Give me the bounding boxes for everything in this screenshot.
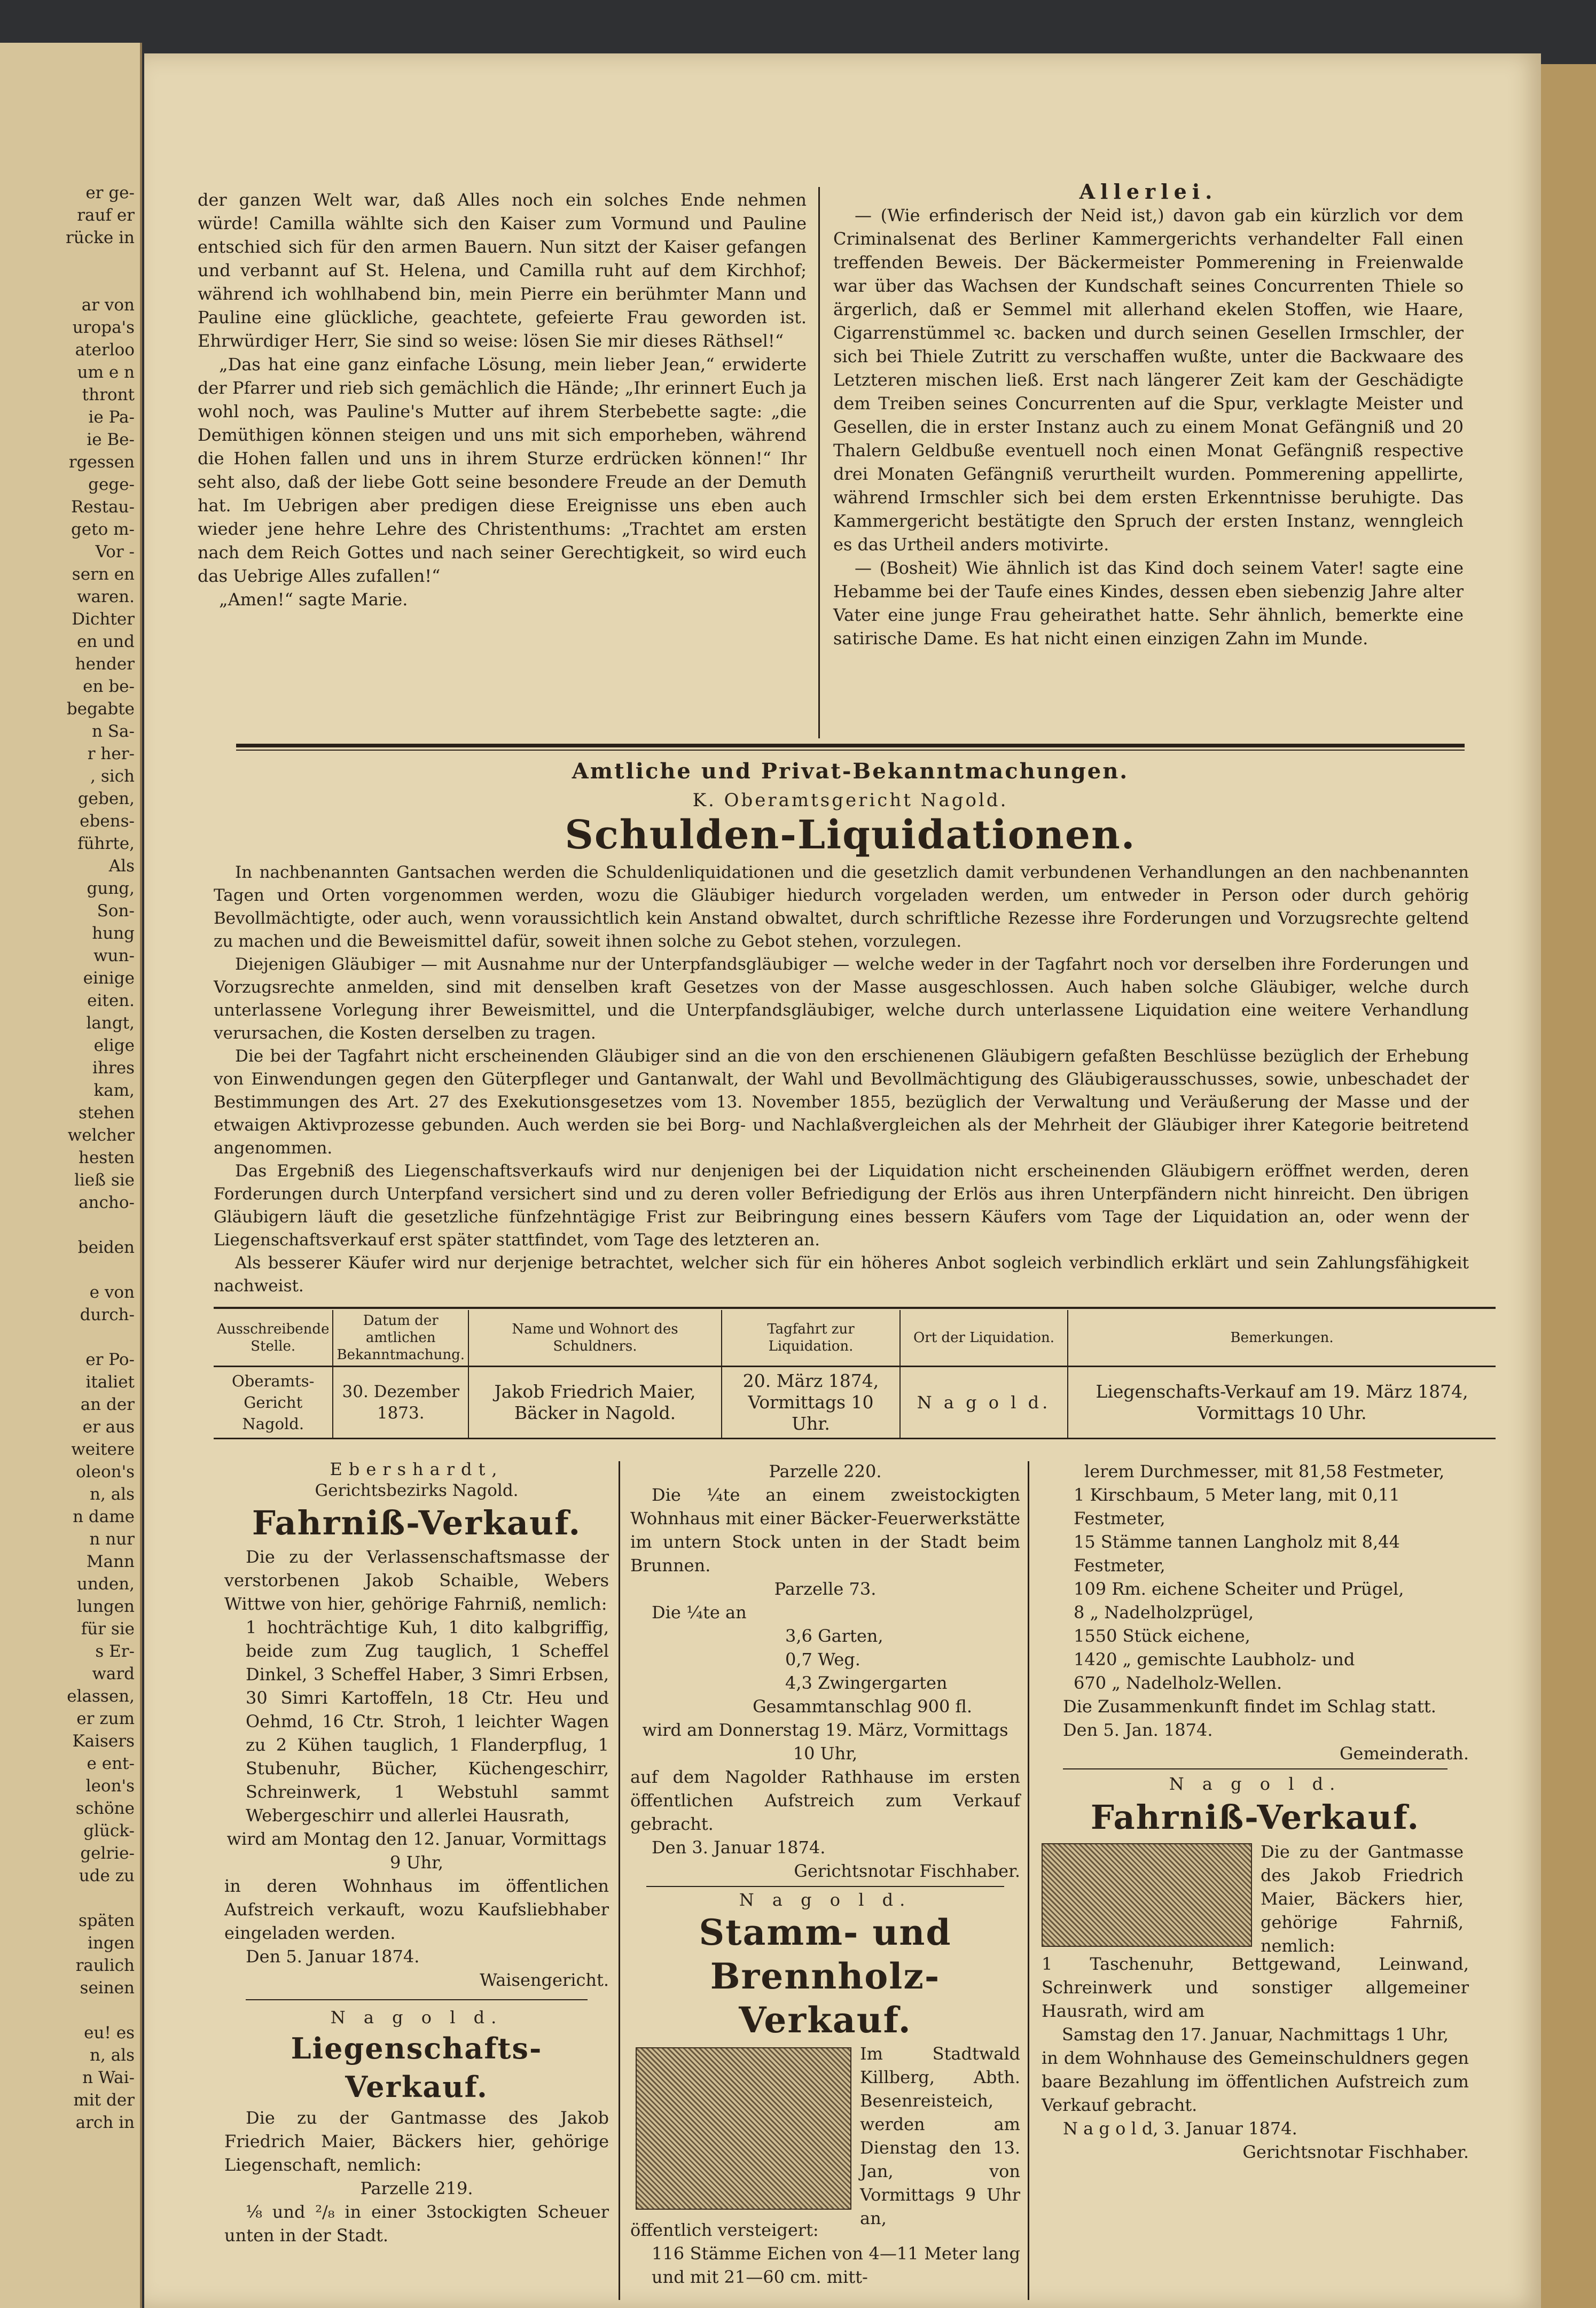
left-page-fragment-line: er aus	[82, 1417, 135, 1437]
left-page-fragment-line: langt,	[86, 1013, 135, 1033]
left-page	[0, 43, 142, 2308]
notice-date: Den 5. Jan. 1874.	[1063, 1720, 1213, 1740]
notice-intro: Die zu der Gantmasse des Jakob Friedrich Maier, Bäckers hier, gehörige Fahrniß, nemlich:	[1261, 1842, 1464, 1956]
wood-item: 8 „ Nadelholzprügel,	[1074, 1602, 1254, 1623]
left-page-fragment-line: en und	[77, 632, 135, 651]
left-page-fragment-line: er zum	[76, 1709, 135, 1728]
left-page-fragment-line: e von	[89, 1283, 135, 1302]
left-page-fragment-line: eiten.	[87, 991, 135, 1010]
left-page-fragment-line: n nur	[89, 1530, 135, 1549]
wood-item: 15 Stämme tannen Langholz mit 8,44 Festmeter,	[1074, 1532, 1400, 1576]
left-page-fragment-line: thront	[82, 385, 135, 404]
notice-column-2	[630, 1460, 1020, 2289]
left-page-fragment-line: seinen	[80, 1978, 135, 1998]
left-page-fragment-line: n dame	[73, 1507, 135, 1526]
notice-signature: Gemeinderath.	[1339, 1743, 1469, 1764]
section-title: Amtliche und Privat-Bekanntmachungen.	[572, 759, 1129, 784]
allerlei-title: Allerlei.	[1079, 180, 1218, 204]
left-page-fragment-line: Als	[108, 856, 135, 876]
place-name: Ebershardt,	[330, 1459, 504, 1479]
notice-title: Liegenschafts-Verkauf.	[291, 2031, 543, 2104]
left-page-fragment-line: ebens-	[80, 812, 135, 831]
notice-meeting: Die Zusammenkunft findet im Schlag statt.	[1063, 1696, 1436, 1717]
left-page-fragment-line: en be-	[83, 677, 135, 696]
notice-signature: Gerichtsnotar Fischhaber.	[1242, 2142, 1469, 2162]
left-page-fragment-line	[6, 249, 135, 271]
liquidation-title: Schulden-Liquidationen.	[565, 812, 1136, 858]
column-divider	[818, 187, 820, 738]
liquidation-paragraph: Die bei der Tagfahrt nicht erscheinenden Gläubiger sind an die von den erschienenen Gläubigern gefaßten Beschlüsse bezüglich der Erhebung von Einwendungen gegen den Güterpfleger und Gantanwalt, der Wahl und Bevollmächtigung des Gläubigerausschusses, sowie, unbeschadet der Bestimmungen des Art. 27 des Exekutionsgesetzes vom 13. November 1855, bezüglich der Verwaltung und Veräußerung der Masse und der etwaigen Aktivprozesse gebunden. Auch werden sie bei Borg- und Nachlaßvergleichen als der Mehrheit der Gläubiger ihrer Kategorie beitretend angenommen.	[214, 1047, 1469, 1158]
story-column	[198, 188, 807, 611]
left-page-fragment-line: Kaisers	[72, 1732, 135, 1751]
table-top-rule	[214, 1307, 1496, 1309]
left-page-fragment-line: ancho-	[79, 1193, 135, 1212]
left-page-fragment-line: Vor -	[95, 542, 135, 562]
notice-where: in deren Wohnhaus im öffentlichen Aufstreich verkauft, wozu Kaufsliebhaber eingeladen werden.	[224, 1876, 609, 1943]
notice-items: 116 Stämme Eichen von 4—11 Meter lang und mit 21—60 cm. mitt-	[652, 2243, 1020, 2287]
table-header-row	[214, 1310, 1496, 1367]
parcel-label: Parzelle 73.	[774, 1579, 877, 1599]
left-page-fragment-line: s Er-	[95, 1642, 135, 1661]
wood-item: 1550 Stück eichene,	[1074, 1626, 1250, 1646]
place-name: N a g o l d.	[330, 2007, 503, 2028]
left-page-fragment-line: begabte	[66, 699, 135, 719]
left-page-fragment-line: oleon's	[76, 1462, 135, 1482]
left-page-fragment-line: n, als	[90, 2046, 135, 2065]
notice-title: Fahrniß-Verkauf.	[1090, 1798, 1420, 1837]
parcel-label: Parzelle 219.	[360, 2178, 473, 2198]
left-page-fragment-line: gelrie-	[80, 1844, 135, 1863]
left-page-fragment-line	[6, 1999, 135, 2022]
left-page-fragment-line: geto m-	[71, 520, 135, 539]
left-page-fragment-line: kam,	[93, 1081, 135, 1100]
table-cell: N a g o l d.	[900, 1367, 1068, 1439]
parcel-item: 4,3 Zwingergarten	[785, 1673, 948, 1693]
parcel-label: Parzelle 220.	[769, 1461, 882, 1482]
notice-continuation: lerem Durchmesser, mit 81,58 Festmeter,	[1084, 1461, 1445, 1482]
woodcut-block	[1042, 1840, 1469, 1956]
wood-item: 1 Kirschbaum, 5 Meter lang, mit 0,11 Festmeter,	[1074, 1485, 1400, 1529]
notice-divider	[646, 1883, 1004, 1887]
parcel-text: Die ¼te an einem zweistockigten Wohnhaus mit einer Bäcker-Feuerwerkstätte im untern Stock unten in der Stadt beim Brunnen.	[630, 1485, 1020, 1576]
allerlei-paragraph: — (Wie erfinderisch der Neid ist,) davon gab ein kürzlich vor dem Criminalsenat des Berliner Kammergerichts verhandelter Fall einen treffenden Beweis. Der Bäckermeister Pommerening in Freienwalde war über das Wachsen der Kundschaft seines Concurrenten Thiele so ärgerlich, daß er Semmel mit allerhand ekelen Stoffen, wie Haare, Cigarrenstümmel ꝛc. backen und durch seinen Gesellen Irmschler, der sich bei Thiele Zutritt zu verschaffen wußte, unter die Backwaare des Letzteren mischen ließ. Erst nach längerer Zeit kam der Geschädigte dem Treiben seines Concurrenten auf die Spur, verklagte Meister und Gesellen, die in erster Instanz auch zu einem Monat Gefängniß und 20 Thalern Geldbuße eventuell noch einen Monat Gefängniß respective drei Monaten Gefängniß verurtheilt wurden. Pommerening appellirte, während Irmschler sich bei dem ersten Erkenntnisse beruhigte. Das Kammergericht bestätigte den Spruch der ersten Instanz, wenngleich es das Urtheil anders motivirte.	[833, 205, 1464, 555]
notice-intro: Die zu der Gantmasse des Jakob Friedrich Maier, Bäckers hier, gehörige Liegenschaft, nemlich:	[224, 2108, 609, 2175]
left-page-fragment-line	[6, 1887, 135, 1909]
liquidation-paragraph: In nachbenannten Gantsachen werden die Schuldenliquidationen und die gesetzlich damit verbundenen Verhandlungen an den nachbenannten Tagen und Orten vorgenommen werden, wozu die Gläubiger hiedurch vorgeladen werden, um entweder in Person oder durch gehörig Bevollmächtigte, oder auch, wenn voraussichtlich kein Anstand obwaltet, durch schriftliche Rezesse ihre Forderungen und Vorzugsrechte geltend zu machen und die Beweismittel dafür, soweit ihnen solche zu Gebot stehen, vorzulegen.	[214, 863, 1469, 951]
notice-when: wird am Donnerstag 19. März, Vormittags 10 Uhr,	[642, 1720, 1008, 1764]
left-page-fragment-line: elassen,	[67, 1687, 135, 1706]
woodcut-block	[630, 2042, 1020, 2228]
liquidation-text	[214, 861, 1469, 1298]
page-edge	[1541, 64, 1596, 2308]
table-header: Datum der amtlichen Bekanntmachung.	[333, 1310, 468, 1367]
left-page-fragment-line: eu! es	[84, 2023, 135, 2042]
notice-items: 1 hochträchtige Kuh, 1 dito kalbgriffig, beide zum Zug tauglich, 1 Scheffel Dinkel, 3 Scheffel Haber, 3 Simri Erbsen, 30 Simri Kartoffeln, 18 Ctr. Heu und Oehmd, 16 Ctr. Stroh, 1 leichter Wagen zu 2 Kühen tauglich, 1 Flanderpflug, 1 Stubenuhr, Bücher, Küchengeschirr, Schreinwerk, 1 Webstuhl sammt Webergeschirr und allerlei Hausrath,	[246, 1617, 609, 1826]
left-page-fragment-line	[6, 1326, 135, 1348]
left-page-fragment-line: um e n	[77, 363, 135, 382]
wood-item: 1420 „ gemischte Laubholz- und	[1074, 1649, 1355, 1670]
left-page-fragment-line: schöne	[75, 1799, 135, 1818]
left-page-fragment-line: späten	[78, 1911, 135, 1930]
left-page-fragment-line: ingen	[87, 1933, 135, 1953]
left-page-fragment-line: hender	[75, 654, 135, 674]
table-cell: Oberamts-Gericht Nagold.	[231, 1372, 315, 1433]
table-header: Bemerkungen.	[1068, 1310, 1496, 1367]
notice-column-3	[1042, 1460, 1469, 2164]
left-page-fragment-line	[6, 1259, 135, 1281]
left-page-fragment-line: Restau-	[71, 497, 135, 517]
table-header: Ort der Liquidation.	[900, 1310, 1068, 1367]
notice-divider	[1063, 1765, 1448, 1769]
left-page-fragment-line: Mann	[86, 1552, 135, 1571]
left-page-fragment-line: ie Be-	[87, 430, 135, 449]
story-paragraph: der ganzen Welt war, daß Alles noch ein solches Ende nehmen würde! Camilla wählte sich den Kaiser zum Vormund und Pauline entschied sich für den armen Bauern. Nun sitzt der Kaiser gefangen und verbannt auf St. Helena, und Camilla ruht auf dem Kirchhof; während ich wohlhabend bin, mein Pierre ein berühmter Mann und Pauline eine glückliche, geachtete, gefeierte Frau geworden ist. Ehrwürdiger Herr, Sie sind so weise: lösen Sie mir dieses Räthsel!“	[198, 190, 807, 351]
left-page-fragment-line: für sie	[81, 1619, 135, 1639]
left-page-fragment-line: er Po-	[85, 1350, 135, 1369]
left-page-fragment-line: wun-	[93, 946, 135, 965]
liquidation-paragraph: Diejenigen Gläubiger — mit Ausnahme nur der Unterpfandsgläubiger — welche weder in der Tagfahrt noch vor derselben ihre Forderungen und Vorzugsrechte anmelden, sind mit denselben kraft Gesetzes von der Masse ausgeschlossen. Auch haben solche Gläubiger, welche durch unterlassene Vorlegung ihrer Beweismittel, und die Unterpfandsgläubiger, welche durch unterlassene Liquidation eine weitere Verhandlung verursachen, die Kosten derselben zu tragen.	[214, 955, 1469, 1043]
notice-where: auf dem Nagolder Rathhause im ersten öffentlichen Aufstreich zum Verkauf gebracht.	[630, 1767, 1020, 1834]
notice-items: 1 Taschenuhr, Bettgewand, Leinwand, Schreinwerk und sonstiger allgemeiner Hausrath, wird am	[1042, 1954, 1469, 2021]
wood-item: 670 „ Nadelholz-Wellen.	[1074, 1673, 1282, 1693]
left-page-fragment-line: beiden	[77, 1238, 135, 1257]
left-page-text-fragments	[6, 182, 135, 2134]
section-rule-thin	[236, 750, 1465, 751]
parcel-text: ⅛ und ²/₈ in einer 3stockigten Scheuer unten in der Stadt.	[224, 2202, 609, 2245]
left-page-fragment-line: stehen	[79, 1103, 135, 1122]
notice-divider	[246, 1992, 588, 2000]
left-page-fragment-line: mit der	[73, 2091, 135, 2110]
liquidation-paragraph: Als besserer Käufer wird nur derjenige betrachtet, welcher sich für ein höheres Anbot sogleich verbindlich erklärt und sein Zahlungsfähigkeit nachweist.	[214, 1253, 1469, 1296]
left-page-fragment-line: glück-	[83, 1821, 135, 1841]
left-page-fragment-line: lungen	[76, 1597, 135, 1616]
left-page-fragment-line: an der	[80, 1395, 135, 1414]
table-header: Tagfahrt zur Liquidation.	[722, 1310, 900, 1367]
left-page-fragment-line: r her-	[87, 744, 135, 763]
table-header: Name und Wohnort des Schuldners.	[468, 1310, 722, 1367]
left-page-fragment-line: rücke in	[65, 228, 135, 247]
parcel-intro: Die ¼te an	[652, 1602, 747, 1623]
notice-title: Fahrniß-Verkauf.	[252, 1503, 582, 1542]
notice-date: N a g o l d, 3. Januar 1874.	[1063, 2118, 1297, 2139]
left-page-fragment-line: sern en	[72, 565, 135, 584]
left-page-fragment-line: hesten	[79, 1148, 135, 1167]
story-paragraph: „Amen!“ sagte Marie.	[219, 589, 408, 610]
left-page-fragment-line: rauf er	[77, 206, 135, 225]
left-page-fragment-line: elige	[93, 1036, 135, 1055]
notice-where: in dem Wohnhause des Gemeinschuldners gegen baare Bezahlung im öffentlichen Aufstreich zum Verkauf gebracht.	[1042, 2048, 1469, 2115]
left-page-fragment-line: ward	[92, 1664, 135, 1683]
left-page-fragment-line: weitere	[71, 1440, 135, 1459]
left-page-fragment-line: ude zu	[79, 1866, 135, 1885]
parcel-item: 3,6 Garten,	[785, 1626, 883, 1646]
left-page-fragment-line: ie Pa-	[88, 408, 135, 427]
left-page-fragment-line: leon's	[85, 1776, 135, 1796]
table-row	[214, 1367, 1496, 1439]
parcel-item: 0,7 Weg.	[785, 1649, 860, 1670]
allerlei-paragraph: — (Bosheit) Wie ähnlich ist das Kind doch seinem Vater! sagte eine Hebamme bei der Taufe eines Kindes, dessen eben siebenzig Jahre alter Vater eine junge Frau geheirathet hatte. Sehr ähnlich, bemerkte eine satirische Dame. Es hat nicht einen einzigen Zahn im Munde.	[833, 558, 1464, 649]
left-page-fragment-line: geben,	[77, 789, 135, 808]
left-page-fragment-line: welcher	[67, 1126, 135, 1145]
left-page-fragment-line: arch in	[75, 2113, 135, 2132]
forest-woodcut-image	[636, 2047, 851, 2210]
left-page-fragment-line: rgessen	[68, 453, 135, 472]
place-name: N a g o l d.	[739, 1890, 912, 1910]
notice-title: Stamm- und Brennholz-Verkauf.	[699, 1912, 952, 2041]
table-cell: 20. März 1874, Vormittags 10 Uhr.	[722, 1367, 900, 1439]
left-page-fragment-line: waren.	[76, 587, 135, 606]
newspaper-page	[144, 53, 1541, 2308]
left-page-fragment-line: e ent-	[87, 1754, 135, 1773]
left-page-fragment-line: aterloo	[75, 340, 135, 360]
column-divider	[1028, 1461, 1029, 2300]
left-page-fragment-line: unden,	[77, 1574, 135, 1594]
allerlei-column	[833, 180, 1464, 650]
notice-intro: Im Stadtwald Killberg, Abth. Besenreisteich, werden am Dienstag den 13. Jan, von Vormittags 9 Uhr an,	[860, 2044, 1020, 2228]
left-page-fragment-line: er ge-	[85, 183, 135, 202]
left-page-fragment-line: durch-	[80, 1305, 135, 1324]
left-page-fragment-line: italiet	[85, 1373, 135, 1392]
notice-sold: öffentlich versteigert:	[630, 2220, 819, 2240]
left-page-fragment-line: raulich	[75, 1956, 135, 1975]
left-page-fragment-line: Dichter	[72, 610, 135, 629]
court-name: K. Oberamtsgericht Nagold.	[692, 790, 1008, 811]
left-page-fragment-line: n, als	[90, 1485, 135, 1504]
column-divider	[619, 1461, 620, 2300]
left-page-fragment-line: uropa's	[72, 318, 135, 337]
left-page-fragment-line	[6, 271, 135, 294]
left-page-fragment-line: einige	[83, 969, 135, 988]
notice-intro: Die zu der Verlassenschaftsmasse der verstorbenen Jakob Schaible, Webers Wittwe von hier, gehörige Fahrniß, nemlich:	[224, 1547, 609, 1614]
notice-when: wird am Montag den 12. Januar, Vormittags 9 Uhr,	[226, 1829, 607, 1873]
left-page-fragment-line: n Wai-	[82, 2068, 135, 2087]
liquidation-paragraph: Das Ergebniß des Liegenschaftsverkaufs wird nur denjenigen bei der Liquidation nicht erscheinenden Gläubigern eröffnet werden, deren Forderungen durch Unterpfand versichert sind und zu deren voller Befriedigung der Erlös aus ihren Unterpfändern nicht hinreicht. Den übrigen Gläubigern läuft die gesetzliche fünfzehntägige Frist zur Beibringung eines bessern Käufers vom Tage der Liquidation an, oder wenn der Liegenschaftsverkauf erst später stattfindet, vom Tage des letzteren an.	[214, 1161, 1469, 1250]
household-woodcut-image	[1042, 1843, 1252, 1947]
left-page-fragment-line	[6, 1214, 135, 1236]
liquidation-table	[214, 1310, 1496, 1439]
district-name: Gerichtsbezirks Nagold.	[315, 1481, 519, 1500]
story-paragraph: „Das hat eine ganz einfache Lösung, mein lieber Jean,“ erwiderte der Pfarrer und rieb sich gemächlich die Hände; „Ihr erinnert Euch ja wohl noch, was Pauline's Mutter auf ihrem Sterbebette sagte: „die Demüthigen können steigen und uns mit sich emporheben, während die Hohen fallen und uns in ihrem Sturze erdrücken können!“ Ihr seht also, daß der liebe Gott seine besondere Freude an der Demuth hat. Im Uebrigen aber predigen diese Ereignisse uns eben auch wieder jene hehre Lehre des Christenthums: „Trachtet am ersten nach dem Reich Gottes und nach seiner Gerechtigkeit, so wird euch das Uebrige Alles zufallen!“	[198, 354, 807, 586]
left-page-fragment-line: ihres	[92, 1058, 135, 1078]
notice-when: Samstag den 17. Januar, Nachmittags 1 Uhr,	[1061, 2024, 1449, 2045]
left-page-fragment-line: führte,	[77, 834, 135, 853]
notice-column-1	[224, 1459, 609, 2247]
notice-date: Den 5. Januar 1874.	[246, 1946, 420, 1967]
left-page-fragment-line: ar von	[81, 295, 135, 315]
left-page-fragment-line: gege-	[88, 475, 135, 494]
left-page-fragment-line: hung	[92, 924, 135, 943]
table-cell: Liegenschafts-Verkauf am 19. März 1874, Vormittags 10 Uhr.	[1068, 1367, 1496, 1439]
left-page-fragment-line: n Sa-	[91, 722, 135, 741]
total-estimate: Gesammtanschlag 900 fl.	[753, 1696, 972, 1717]
left-page-fragment-line: ließ sie	[74, 1171, 135, 1190]
left-page-fragment-line: Son-	[97, 901, 135, 921]
section-rule	[236, 744, 1465, 747]
table-cell: Jakob Friedrich Maier, Bäcker in Nagold.	[468, 1367, 722, 1439]
place-name: N a g o l d.	[1169, 1774, 1342, 1794]
notice-signature: Waisengericht.	[480, 1970, 609, 1990]
notice-date: Den 3. Januar 1874.	[652, 1837, 826, 1858]
notice-signature: Gerichtsnotar Fischhaber.	[794, 1861, 1020, 1881]
table-cell: 30. Dezember 1873.	[333, 1367, 468, 1439]
left-page-fragment-line: , sich	[90, 767, 135, 786]
table-header: Ausschreibende Stelle.	[217, 1321, 330, 1354]
wood-item: 109 Rm. eichene Scheiter und Prügel,	[1074, 1579, 1404, 1599]
left-page-fragment-line: gung,	[87, 879, 135, 898]
